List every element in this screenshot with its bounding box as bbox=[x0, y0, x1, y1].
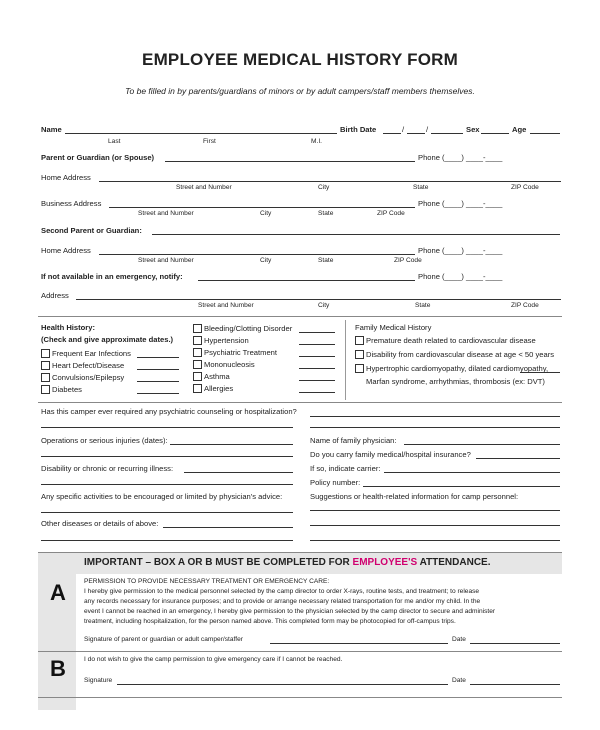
checkbox-cardiomyopathy[interactable] bbox=[355, 364, 364, 373]
box-a-line: any records necessary for insurance purposes; and to provide or arrange necessary related transportation for me and/or my child. In the bbox=[84, 598, 481, 605]
health-item-label: Mononucleosis bbox=[204, 360, 255, 369]
mi-caption: M.I. bbox=[311, 138, 322, 145]
health-history-title: Health History: bbox=[41, 323, 96, 332]
question-label: Any specific activities to be encouraged or limited by physician's advice: bbox=[41, 492, 283, 501]
address-label: Address bbox=[41, 291, 69, 300]
other-diseases-field-2[interactable] bbox=[41, 540, 293, 541]
question-label: Disability or chronic or recurring illness: bbox=[41, 464, 174, 473]
date-field[interactable] bbox=[299, 392, 335, 393]
checkbox-bleeding[interactable] bbox=[193, 324, 202, 333]
age-label: Age bbox=[512, 125, 527, 134]
question-label: Has this camper ever required any psychiatric counseling or hospitalization? bbox=[41, 407, 297, 416]
question-label: If so, indicate carrier: bbox=[310, 464, 381, 473]
first-caption: First bbox=[203, 138, 216, 145]
city-caption: City bbox=[260, 257, 272, 264]
family-detail-field[interactable] bbox=[520, 372, 560, 373]
family-item-label: Disability from cardiovascular disease at age < 50 years bbox=[366, 350, 555, 359]
date-field[interactable] bbox=[137, 369, 179, 370]
phone-label: Phone bbox=[418, 246, 440, 255]
health-item-label: Bleeding/Clotting Disorder bbox=[204, 324, 293, 333]
section-divider bbox=[38, 402, 562, 403]
health-item-label: Heart Defect/Disease bbox=[52, 361, 125, 370]
date-field[interactable] bbox=[299, 368, 335, 369]
emergency-address-field[interactable] bbox=[76, 299, 561, 300]
state-caption: State bbox=[318, 210, 334, 217]
checkbox-psychiatric[interactable] bbox=[193, 348, 202, 357]
box-b-signature-label: Signature bbox=[84, 677, 113, 684]
parent-label: Parent or Guardian (or Spouse) bbox=[41, 153, 155, 162]
question-label: Policy number: bbox=[310, 478, 361, 487]
operations-field-2[interactable] bbox=[41, 456, 293, 457]
box-a-signature-label: Signature of parent or guardian or adult camper/staffer bbox=[84, 636, 243, 643]
sex-label: Sex bbox=[466, 125, 480, 134]
checkbox-cardio-disability[interactable] bbox=[355, 350, 364, 359]
birth-year-field[interactable] bbox=[431, 133, 463, 134]
box-divider bbox=[38, 651, 562, 652]
important-notice: IMPORTANT – BOX A OR B MUST BE COMPLETED FOR EMPLOYEE'S ATTENDANCE. bbox=[84, 557, 491, 568]
important-top-border bbox=[38, 552, 562, 553]
checkbox-mononucleosis[interactable] bbox=[193, 360, 202, 369]
illness-field[interactable] bbox=[184, 472, 293, 473]
physician-field[interactable] bbox=[404, 444, 560, 445]
name-field[interactable] bbox=[65, 133, 337, 134]
state-caption: State bbox=[415, 302, 431, 309]
birth-month-field[interactable] bbox=[383, 133, 401, 134]
illness-field-2[interactable] bbox=[41, 484, 293, 485]
date-field[interactable] bbox=[299, 356, 335, 357]
date-slash: / bbox=[402, 125, 405, 134]
box-a-date-field[interactable] bbox=[470, 643, 560, 644]
zip-caption: ZIP Code bbox=[377, 210, 405, 217]
family-item-label: Premature death related to cardiovascular disease bbox=[366, 336, 536, 345]
health-item-label: Asthma bbox=[204, 372, 230, 381]
date-field[interactable] bbox=[299, 380, 335, 381]
second-phone-field[interactable]: (____) ____-____ bbox=[442, 246, 503, 255]
home-address-field-2[interactable] bbox=[99, 254, 415, 255]
checkbox-ear-infections[interactable] bbox=[41, 349, 50, 358]
phone-label: Phone bbox=[418, 199, 440, 208]
family-item-continued: Marfan syndrome, arrhythmias, thrombosis (ex: DVT) bbox=[366, 377, 545, 386]
city-caption: City bbox=[318, 184, 330, 191]
question-label: Name of family physician: bbox=[310, 436, 397, 445]
second-parent-field[interactable] bbox=[152, 234, 560, 235]
family-history-title: Family Medical History bbox=[355, 323, 432, 332]
date-field[interactable] bbox=[137, 357, 179, 358]
question-label: Other diseases or details of above: bbox=[41, 519, 159, 528]
family-item-label: Hypertrophic cardiomyopathy, dilated cardiomyopathy, bbox=[366, 364, 549, 373]
emergency-label: If not available in an emergency, notify: bbox=[41, 272, 183, 281]
state-caption: State bbox=[318, 257, 334, 264]
activities-field[interactable] bbox=[41, 512, 293, 513]
policy-number-field[interactable] bbox=[363, 486, 560, 487]
home-address-label-2: Home Address bbox=[41, 246, 91, 255]
second-parent-label: Second Parent or Guardian: bbox=[41, 226, 142, 235]
answer-field[interactable] bbox=[310, 416, 560, 417]
health-item-label: Convulsions/Epilepsy bbox=[52, 373, 125, 382]
date-slash: / bbox=[426, 125, 429, 134]
health-item-label: Frequent Ear Infections bbox=[52, 349, 131, 358]
date-field[interactable] bbox=[137, 381, 179, 382]
suggestions-field[interactable] bbox=[310, 510, 560, 511]
box-a-title: PERMISSION TO PROVIDE NECESSARY TREATMENT OR EMERGENCY CARE: bbox=[84, 578, 330, 585]
checkbox-allergies[interactable] bbox=[193, 384, 202, 393]
carrier-field[interactable] bbox=[384, 472, 560, 473]
date-field[interactable] bbox=[137, 393, 179, 394]
city-caption: City bbox=[318, 302, 330, 309]
box-a-signature-field[interactable] bbox=[270, 643, 448, 644]
operations-field[interactable] bbox=[170, 444, 293, 445]
box-b-date-label: Date bbox=[452, 677, 466, 684]
city-caption: City bbox=[260, 210, 272, 217]
emergency-phone-field[interactable]: (____) ____-____ bbox=[442, 272, 503, 281]
business-address-field[interactable] bbox=[109, 207, 415, 208]
suggestions-field-3[interactable] bbox=[310, 540, 560, 541]
health-item-label: Diabetes bbox=[52, 385, 82, 394]
date-field[interactable] bbox=[299, 344, 335, 345]
box-b-letter: B bbox=[50, 656, 66, 681]
family-history-divider bbox=[345, 320, 346, 400]
bottom-border bbox=[38, 697, 562, 698]
question-label: Operations or serious injuries (dates): bbox=[41, 436, 168, 445]
question-label: Do you carry family medical/hospital insurance? bbox=[310, 450, 471, 459]
name-label: Name bbox=[41, 125, 62, 134]
letter-column bbox=[38, 552, 76, 710]
emergency-contact-field[interactable] bbox=[198, 280, 415, 281]
box-a-line: event I cannot be reached in an emergency, I hereby give permission to the physician selected by the camp director to secure and administer bbox=[84, 608, 496, 615]
box-b-date-field[interactable] bbox=[470, 684, 560, 685]
checkbox-convulsions[interactable] bbox=[41, 373, 50, 382]
answer-field[interactable] bbox=[310, 427, 560, 428]
birth-day-field[interactable] bbox=[407, 133, 425, 134]
box-a-letter: A bbox=[50, 580, 66, 605]
health-item-label: Hypertension bbox=[204, 336, 249, 345]
street-caption: Street and Number bbox=[176, 184, 232, 191]
home-address-label: Home Address bbox=[41, 173, 91, 182]
business-address-label: Business Address bbox=[41, 199, 102, 208]
form-subtitle: To be filled in by parents/guardians of minors or by adult campers/staff members themselves. bbox=[125, 86, 475, 96]
age-field[interactable] bbox=[530, 133, 560, 134]
state-caption: State bbox=[413, 184, 429, 191]
question-label: Suggestions or health-related information for camp personnel: bbox=[310, 492, 519, 501]
checkbox-hypertension[interactable] bbox=[193, 336, 202, 345]
street-caption: Street and Number bbox=[138, 257, 194, 264]
zip-caption: ZIP Code bbox=[394, 257, 422, 264]
box-a-date-label: Date bbox=[452, 636, 466, 643]
other-diseases-field[interactable] bbox=[163, 527, 293, 528]
home-address-field[interactable] bbox=[99, 181, 561, 182]
health-item-label: Allergies bbox=[204, 384, 234, 393]
section-divider bbox=[38, 316, 562, 317]
insurance-field[interactable] bbox=[476, 458, 560, 459]
street-caption: Street and Number bbox=[198, 302, 254, 309]
business-phone-field[interactable]: (____) ____-____ bbox=[442, 199, 503, 208]
birth-date-label: Birth Date bbox=[340, 125, 377, 134]
health-history-instruction: (Check and give approximate dates.) bbox=[41, 335, 174, 344]
phone-field[interactable]: (____) ____-____ bbox=[442, 153, 503, 162]
psychiatric-answer-field[interactable] bbox=[41, 427, 293, 428]
checkbox-diabetes[interactable] bbox=[41, 385, 50, 394]
zip-caption: ZIP Code bbox=[511, 184, 539, 191]
street-caption: Street and Number bbox=[138, 210, 194, 217]
box-a-line: treatment, including hospitalization, for the person named above. This completed form may be photocopied for off-campus trips. bbox=[84, 618, 456, 625]
suggestions-field-2[interactable] bbox=[310, 525, 560, 526]
zip-caption: ZIP Code bbox=[511, 302, 539, 309]
parent-field[interactable] bbox=[165, 161, 415, 162]
checkbox-premature-death[interactable] bbox=[355, 336, 364, 345]
phone-label: Phone bbox=[418, 153, 440, 162]
box-a-line: I hereby give permission to the medical personnel selected by the camp director to order X-rays, routine tests, and treatment; to release bbox=[84, 588, 480, 595]
box-b-text: I do not wish to give the camp permission to give emergency care if I cannot be reached. bbox=[84, 656, 343, 663]
last-caption: Last bbox=[108, 138, 121, 145]
checkbox-heart-defect[interactable] bbox=[41, 361, 50, 370]
phone-label: Phone bbox=[418, 272, 440, 281]
checkbox-asthma[interactable] bbox=[193, 372, 202, 381]
date-field[interactable] bbox=[299, 332, 335, 333]
sex-field[interactable] bbox=[481, 133, 509, 134]
box-b-signature-field[interactable] bbox=[117, 684, 448, 685]
health-item-label: Psychiatric Treatment bbox=[204, 348, 278, 357]
form-title: EMPLOYEE MEDICAL HISTORY FORM bbox=[142, 50, 458, 69]
